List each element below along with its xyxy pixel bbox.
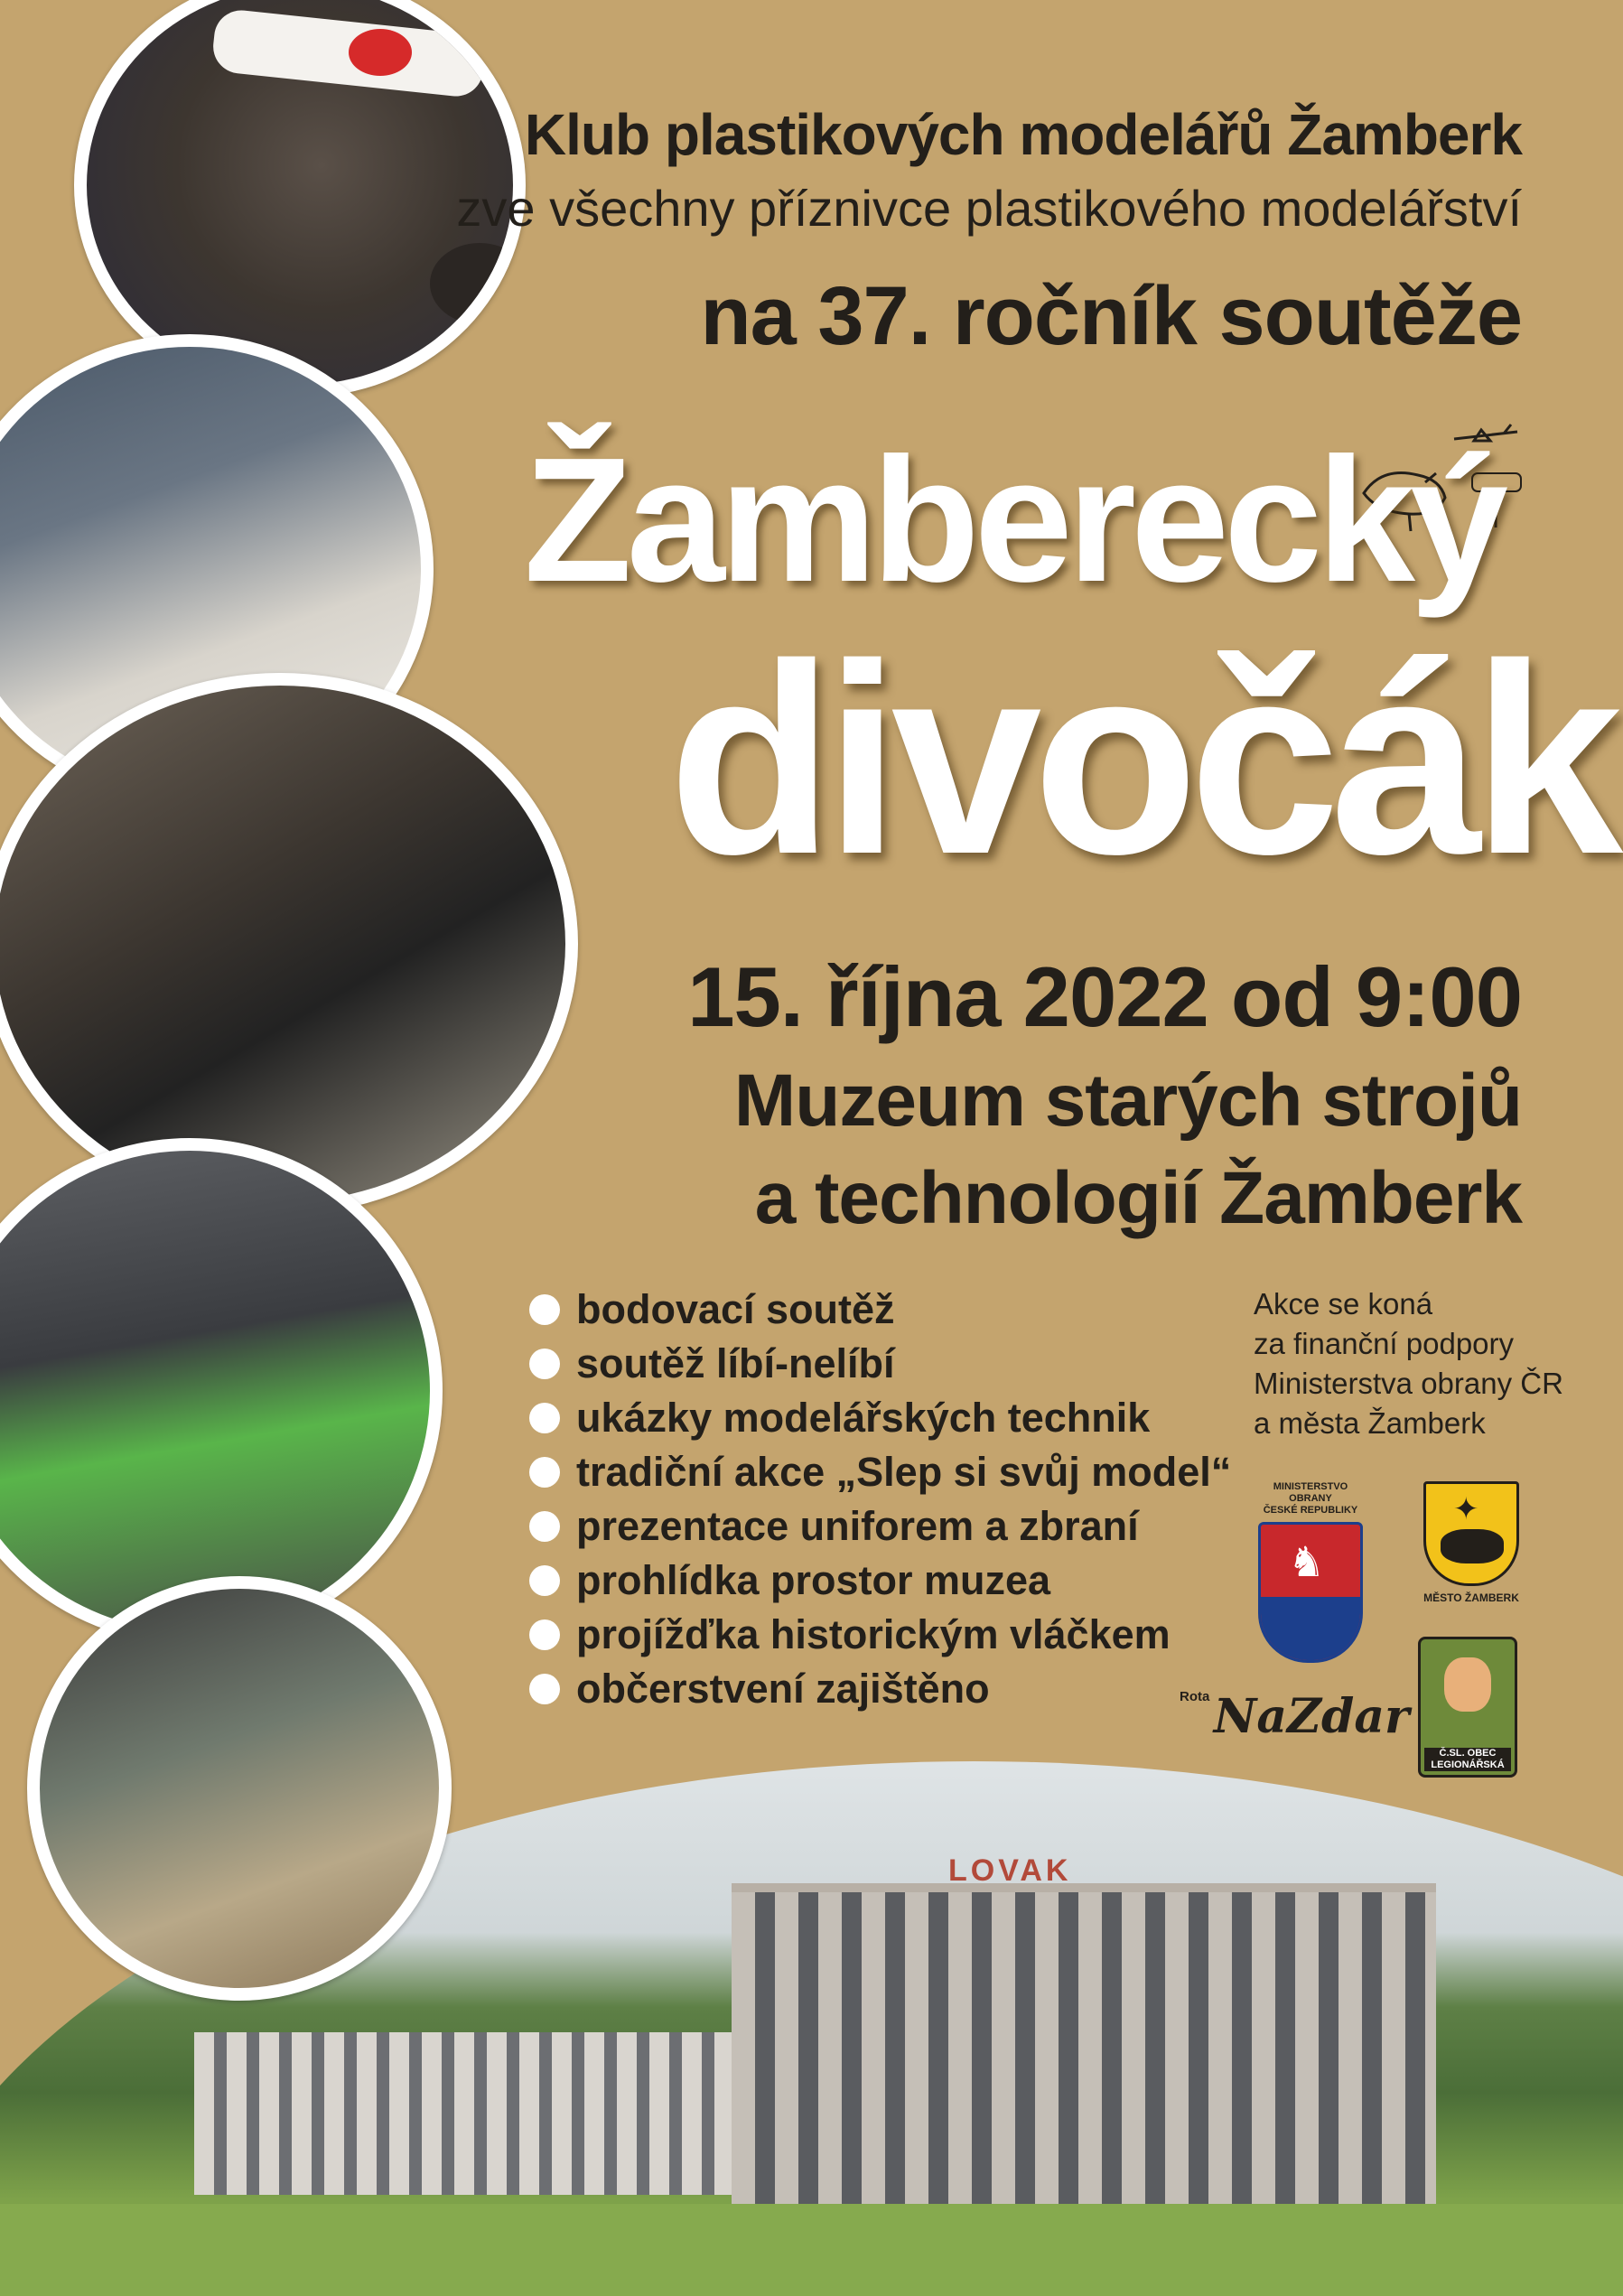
title-line-2: divočák — [668, 607, 1615, 910]
program-list — [529, 1283, 1231, 1716]
club-name: Klub plastikových modelářů Žamberk — [524, 102, 1522, 167]
event-date: 15. října 2022 od 9:00 — [687, 949, 1522, 1044]
ministry-of-defence-logo: MINISTERSTVO OBRANY ČESKÉ REPUBLIKY ♞ — [1252, 1481, 1369, 1663]
ministry-shield-icon — [1258, 1522, 1363, 1663]
model-exhibition-photo — [0, 673, 578, 1215]
rota-nazdar-logo: Rota NaZdar — [1180, 1689, 1410, 1744]
bullet-icon — [529, 1349, 560, 1379]
museum-low-wing — [194, 2032, 736, 2195]
list-item: ukázky modelářských technik — [529, 1391, 1231, 1445]
list-item: bodovací soutěž — [529, 1283, 1231, 1337]
invitation-line: zve všechny příznivce plastikového modelářství — [456, 180, 1522, 237]
list-item: tradiční akce „Slep si svůj model“ — [529, 1445, 1231, 1499]
boar-icon — [1441, 1529, 1504, 1563]
bullet-icon — [529, 1565, 560, 1596]
legionnaire-badge-icon: Č.SL. OBEC LEGIONÁŘSKÁ — [1418, 1637, 1517, 1778]
zamberk-town-logo: ✦ MĚSTO ŽAMBERK — [1422, 1481, 1521, 1604]
bandana-red-dot — [349, 29, 412, 76]
eagle-icon: ✦ — [1453, 1492, 1479, 1526]
lion-icon: ♞ — [1288, 1538, 1326, 1585]
venue-line-2: a technologií Žamberk — [754, 1157, 1522, 1239]
title-line-1: Žamberecký — [524, 421, 1504, 619]
venue-line-1: Muzeum starých strojů — [733, 1059, 1522, 1142]
bullet-icon — [529, 1294, 560, 1325]
bullet-icon — [529, 1457, 560, 1488]
edition-line: na 37. ročník soutěže — [700, 270, 1522, 362]
meadow — [0, 2204, 1623, 2296]
bullet-icon — [529, 1619, 560, 1650]
building-sign: LOVAK — [948, 1853, 1072, 1888]
child-with-model-photo — [0, 1138, 443, 1644]
list-item: prezentace uniforem a zbraní — [529, 1499, 1231, 1554]
list-item: občerstvení zajištěno — [529, 1662, 1231, 1716]
aircraft-diorama-photo — [27, 1576, 452, 2001]
bullet-icon — [529, 1674, 560, 1704]
list-item: prohlídka prostor muzea — [529, 1554, 1231, 1608]
legion-community-logo — [1418, 1637, 1517, 1778]
bullet-icon — [529, 1511, 560, 1542]
bullet-icon — [529, 1403, 560, 1433]
museum-main-building — [732, 1883, 1436, 2217]
zamberk-coat-of-arms-icon — [1423, 1481, 1519, 1586]
funding-note: Akce se koná za finanční podpory Ministerstva obrany ČR a města Žamberk — [1254, 1287, 1563, 1440]
list-item: projížďka historickým vláčkem — [529, 1608, 1231, 1662]
list-item: soutěž líbí-nelíbí — [529, 1337, 1231, 1391]
boar-snout — [430, 243, 526, 324]
